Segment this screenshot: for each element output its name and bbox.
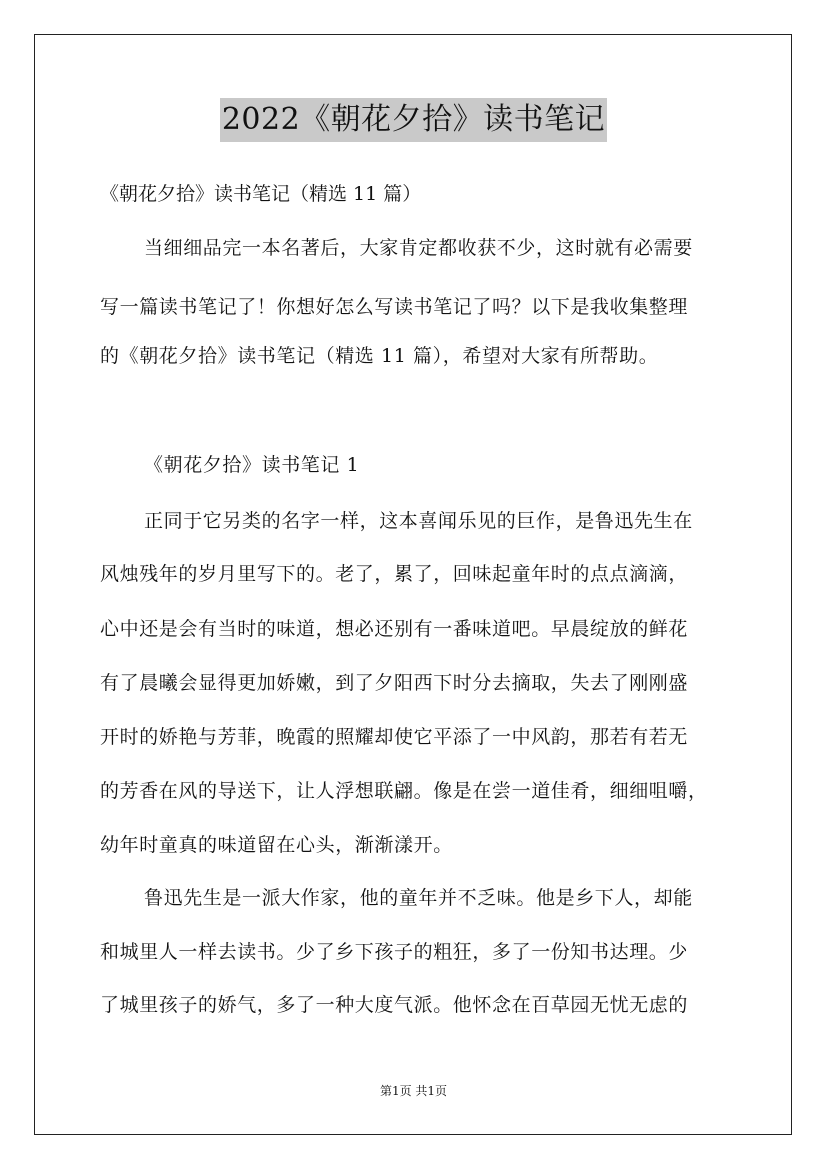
intro-line: 写一篇读书笔记了！你想好怎么写读书笔记了吗？以下是我收集整理	[100, 296, 689, 318]
document-subtitle: 《朝花夕拾》读书笔记（精选 11 篇）	[100, 183, 422, 205]
paragraph-line: 了城里孩子的娇气，多了一种大度气派。他怀念在百草园无忧无虑的	[100, 994, 689, 1016]
paragraph-line: 心中还是会有当时的味道，想必还别有一番味道吧。早晨绽放的鲜花	[100, 618, 689, 640]
paragraph-line: 开时的娇艳与芳菲，晚霞的照耀却使它平添了一中风韵，那若有若无	[100, 726, 689, 748]
paragraph-line: 有了晨曦会显得更加娇嫩，到了夕阳西下时分去摘取，失去了刚刚盛	[100, 672, 689, 694]
paragraph-line: 正同于它另类的名字一样，这本喜闻乐见的巨作，是鲁迅先生在	[144, 510, 693, 532]
title-container	[0, 98, 827, 142]
paragraph-line: 和城里人一样去读书。少了乡下孩子的粗狂，多了一份知书达理。少	[100, 941, 689, 963]
page-footer: 第1页 共1页	[379, 1084, 448, 1098]
document-title: 2022《朝花夕拾》读书笔记	[220, 98, 607, 142]
section-heading: 《朝花夕拾》读书笔记 1	[144, 454, 360, 476]
paragraph-line: 幼年时童真的味道留在心头，渐渐漾开。	[100, 834, 453, 856]
paragraph-line: 鲁迅先生是一派大作家，他的童年并不乏味。他是乡下人，却能	[144, 887, 693, 909]
intro-line: 的《朝花夕拾》读书笔记（精选 11 篇），希望对大家有所帮助。	[100, 345, 659, 367]
intro-line: 当细细品完一本名著后，大家肯定都收获不少，这时就有必需要	[144, 237, 693, 259]
paragraph-line: 风烛残年的岁月里写下的。老了，累了，回味起童年时的点点滴滴，	[100, 563, 689, 585]
paragraph-line: 的芳香在风的导送下，让人浮想联翩。像是在尝一道佳肴，细细咀嚼，	[100, 780, 708, 802]
